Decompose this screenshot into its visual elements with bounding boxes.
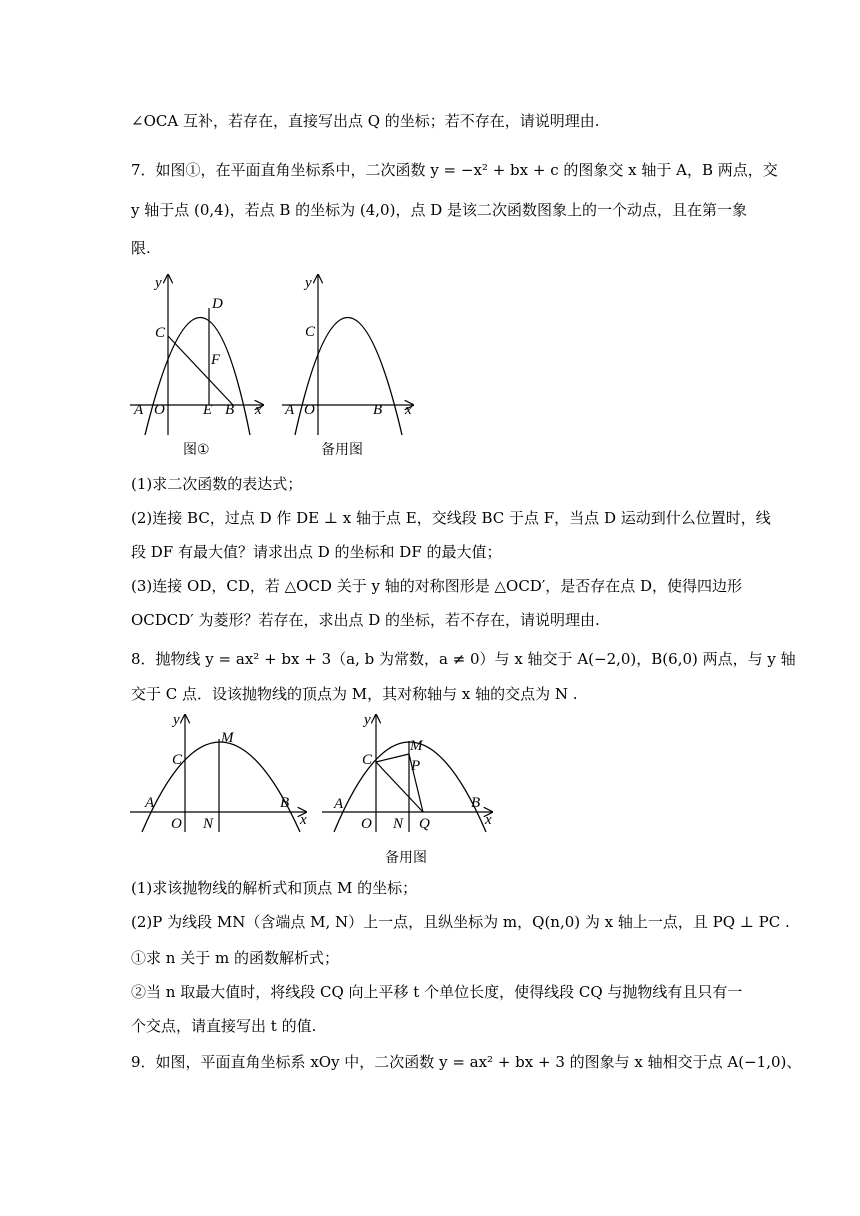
label-p: P bbox=[411, 758, 421, 774]
problem-7-line-3: 限. bbox=[131, 239, 151, 257]
label-y: y bbox=[173, 712, 180, 728]
problem-7-part-3b: OCDCD′ 为菱形？若存在，求出点 D 的坐标，若不存在，请说明理由. bbox=[131, 611, 600, 629]
caption-fig1: 图① bbox=[183, 442, 210, 458]
figure-7-spare bbox=[277, 270, 437, 460]
label-a: A bbox=[134, 402, 144, 418]
label-d: D bbox=[212, 296, 223, 312]
label-c: C bbox=[362, 752, 373, 768]
problem-7-line-2: y 轴于点 (0,4)，若点 B 的坐标为 (4,0)，点 D 是该二次函数图象上的一个动点，且在第一象 bbox=[131, 201, 748, 219]
label-b: B bbox=[280, 795, 290, 811]
label-c: C bbox=[155, 325, 166, 341]
label-b: B bbox=[471, 795, 481, 811]
label-y: y bbox=[364, 712, 371, 728]
problem-7-part-1: (1)求二次函数的表达式； bbox=[131, 475, 303, 493]
label-q: Q bbox=[419, 816, 430, 832]
problem-7-part-3a: (3)连接 OD，CD，若 △OCD 关于 y 轴的对称图形是 △OCD′，是否存在点 D，使得四边形 bbox=[131, 577, 743, 595]
problem-9-line-1: 9．如图，平面直角坐标系 xOy 中，二次函数 y = ax² + bx + 3 的图象与 x 轴相交于点 A(−1,0)、 bbox=[131, 1053, 802, 1071]
label-o: O bbox=[171, 816, 182, 832]
label-x: x bbox=[405, 402, 412, 418]
problem-8-sub-1: ①求 n 关于 m 的函数解析式； bbox=[131, 949, 339, 967]
label-m: M bbox=[221, 730, 234, 746]
parabola bbox=[142, 742, 300, 832]
label-x: x bbox=[300, 812, 307, 828]
label-o: O bbox=[304, 402, 315, 418]
label-a: A bbox=[285, 402, 295, 418]
label-m: M bbox=[410, 738, 423, 754]
problem-8-part-1: (1)求该抛物线的解析式和顶点 M 的坐标； bbox=[131, 879, 418, 897]
figure-8-spare bbox=[320, 712, 510, 872]
label-x: x bbox=[255, 402, 262, 418]
parabola bbox=[334, 742, 486, 832]
problem-7-line-1: 7．如图①，在平面直角坐标系中，二次函数 y = −x² + bx + c 的图象交 x 轴于 A，B 两点，交 bbox=[131, 161, 778, 179]
label-b: B bbox=[225, 402, 235, 418]
figure-7-main bbox=[125, 270, 285, 460]
problem-7-part-2a: (2)连接 BC，过点 D 作 DE ⊥ x 轴于点 E，交线段 BC 于点 F，当点 D 运动到什么位置时，线 bbox=[131, 509, 771, 527]
caption-fig3: 备用图 bbox=[385, 850, 427, 866]
problem-8-part-2: (2)P 为线段 MN（含端点 M, N）上一点，且纵坐标为 m，Q(n,0) 为 x 轴上一点，且 PQ ⊥ PC . bbox=[131, 913, 790, 931]
label-b: B bbox=[373, 402, 383, 418]
label-o: O bbox=[361, 816, 372, 832]
label-a: A bbox=[145, 795, 155, 811]
label-o: O bbox=[154, 402, 165, 418]
label-x: x bbox=[485, 812, 492, 828]
problem-8-line-2: 交于 C 点．设该抛物线的顶点为 M，其对称轴与 x 轴的交点为 N . bbox=[131, 685, 578, 703]
problem-7-part-2b: 段 DF 有最大值？请求出点 D 的坐标和 DF 的最大值； bbox=[131, 543, 502, 561]
label-y: y bbox=[305, 275, 312, 291]
label-n: N bbox=[203, 816, 214, 832]
problem-8-sub-2b: 个交点，请直接写出 t 的值. bbox=[131, 1017, 317, 1035]
label-n: N bbox=[393, 816, 404, 832]
segment-bc bbox=[168, 336, 233, 405]
label-f: F bbox=[211, 352, 221, 368]
figure-8-main bbox=[128, 712, 318, 842]
label-y: y bbox=[155, 275, 162, 291]
caption-fig2: 备用图 bbox=[321, 442, 363, 458]
label-e: E bbox=[203, 402, 213, 418]
label-a: A bbox=[334, 796, 344, 812]
label-c: C bbox=[305, 324, 316, 340]
problem-8-line-1: 8．抛物线 y = ax² + bx + 3（a, b 为常数，a ≠ 0）与 x 轴交于 A(−2,0)，B(6,0) 两点，与 y 轴 bbox=[131, 650, 796, 668]
label-c: C bbox=[172, 752, 183, 768]
problem-8-sub-2a: ②当 n 取最大值时，将线段 CQ 向上平移 t 个单位长度，使得线段 CQ 与抛物线有且只有一 bbox=[131, 983, 743, 1001]
text-line-1: ∠OCA 互补，若存在，直接写出点 Q 的坐标；若不存在，请说明理由. bbox=[131, 112, 600, 130]
